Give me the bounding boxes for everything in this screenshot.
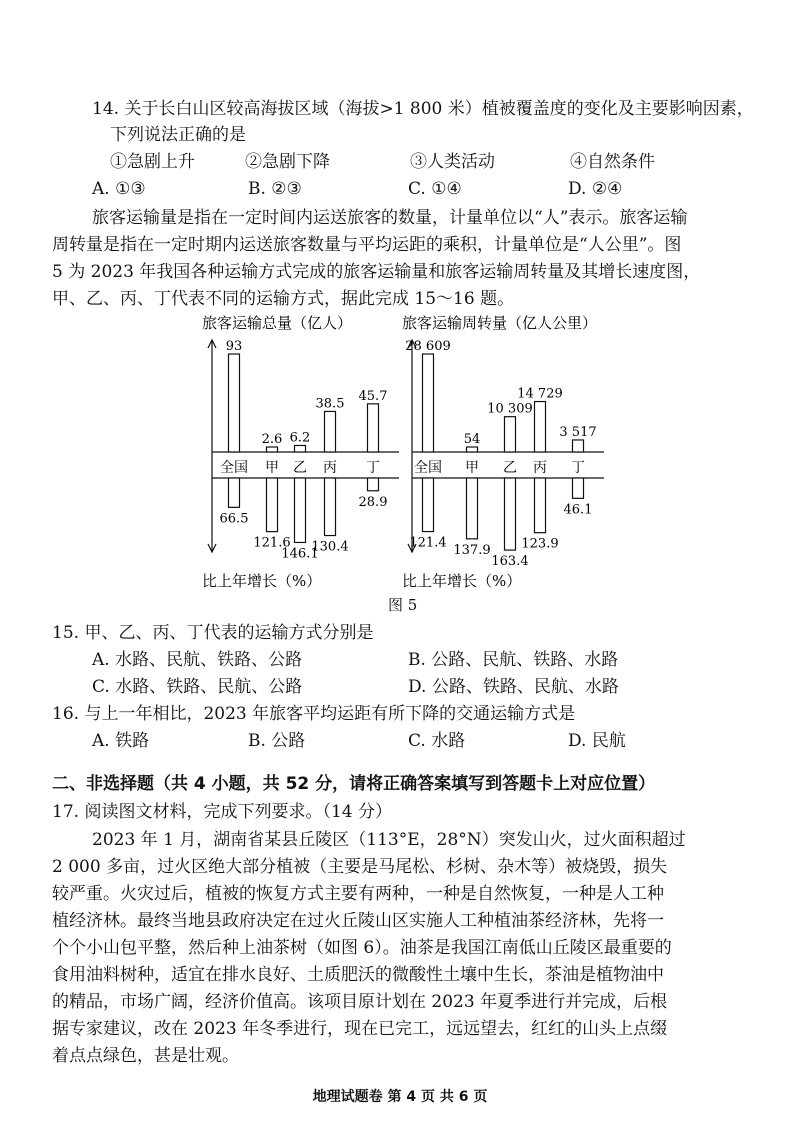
chart-2-category-label: 丙 <box>533 460 547 476</box>
chart-2-volume-label: 3 517 <box>559 424 597 440</box>
q16-option-a: A. 铁路 <box>92 731 150 751</box>
chart-1-growth-bar <box>229 478 240 507</box>
chart-1-volume-bar <box>267 447 278 452</box>
chart-1-volume-label: 2.6 <box>261 432 283 447</box>
q17-para-line-8: 据专家建议，改在 2023 年冬季进行，现在已完工，远远望去，红红的山头上点缀 <box>52 1019 668 1039</box>
q17-para-line-3: 较严重。火灾过后，植被的恢复方式主要有两种，一种是自然恢复，一种是人工种 <box>52 884 664 904</box>
chart-1-category-label: 甲 <box>265 460 279 476</box>
q17-para-line-5: 个个小山包平整，然后种上油茶树（如图 6）。油茶是我国江南低山丘陵区最重要的 <box>52 938 672 958</box>
figure-5-svg <box>190 310 620 610</box>
chart-2-category-label: 丁 <box>571 460 585 476</box>
intro-line-3: 5 为 2023 年我国各种运输方式完成的旅客运输量和旅客运输周转量及其增长速度图， <box>52 262 701 282</box>
chart-2-volume-bar <box>535 402 546 452</box>
q14-item-1: ①急剧上升 <box>110 152 195 172</box>
chart-2-ylabel: 比上年增长（%） <box>402 572 522 590</box>
chart-1-volume-label: 93 <box>225 339 243 354</box>
q16-option-d: D. 民航 <box>568 731 626 751</box>
q14-option-c: C. ①④ <box>408 179 462 199</box>
chart-1-growth-label: 146.1 <box>281 546 319 562</box>
chart-1-growth-label: 130.4 <box>311 539 349 555</box>
q14-stem-line2: 下列说法正确的是 <box>110 125 246 145</box>
chart-2-growth-label: 46.1 <box>563 502 593 518</box>
chart-2-volume-bar <box>505 417 516 452</box>
q15-option-d: D. 公路、铁路、民航、水路 <box>408 677 619 697</box>
chart-1-volume-label: 6.2 <box>289 430 311 446</box>
chart-1-volume-label: 45.7 <box>358 388 388 404</box>
chart-1-growth-bar <box>267 478 278 532</box>
q17-stem: 17. 阅读图文材料，完成下列要求。（14 分） <box>52 802 392 822</box>
q14-option-a: A. ①③ <box>92 179 146 199</box>
intro-line-4: 甲、乙、丙、丁代表不同的运输方式，据此完成 15～16 题。 <box>52 289 515 309</box>
chart-2-volume-label: 14 729 <box>517 386 563 402</box>
chart-2-growth-bar <box>505 478 516 550</box>
q17-para-line-1: 2023 年 1 月，湖南省某县丘陵区（113°E，28°N）突发山火，过火面积超过 <box>92 830 686 850</box>
chart-1-growth-bar <box>295 478 306 542</box>
chart-2-volume-label: 28 609 <box>405 339 451 354</box>
q14-item-3: ③人类活动 <box>410 152 495 172</box>
chart-2-growth-label: 123.9 <box>521 536 559 552</box>
q14-option-b: B. ②③ <box>248 179 302 199</box>
q16-option-c: C. 水路 <box>408 731 466 751</box>
section-2-heading: 二、非选择题（共 4 小题，共 52 分，请将正确答案填写到答题卡上对应位置） <box>52 774 656 794</box>
intro-line-2: 周转量是指在一定时期内运送旅客数量与平均运距的乘积，计量单位是“人公里”。图 <box>52 235 682 255</box>
page-footer: 地理试题卷 第 4 页 共 6 页 <box>312 1089 488 1105</box>
chart-1-growth-bar <box>325 478 336 536</box>
q15-option-a: A. 水路、民航、铁路、公路 <box>92 650 303 670</box>
q17-para-line-7: 的精品，市场广阔，经济价值高。该项目原计划在 2023 年夏季进行并完成，后根 <box>52 992 668 1012</box>
chart-2-growth-label: 137.9 <box>453 542 491 558</box>
figure-5-charts <box>190 310 620 610</box>
q16-option-b: B. 公路 <box>248 731 306 751</box>
chart-2-volume-label: 10 309 <box>487 401 533 417</box>
q15-option-b: B. 公路、民航、铁路、水路 <box>408 650 619 670</box>
q17-para-line-6: 食用油料树种，适宜在排水良好、土质肥沃的微酸性土壤中生长，茶油是植物油中 <box>52 965 664 985</box>
chart-1-category-label: 丁 <box>366 460 380 476</box>
q14-item-4: ④自然条件 <box>570 152 655 172</box>
figure-5-caption: 图 5 <box>388 596 418 614</box>
q17-para-line-9: 着点点绿色，甚是壮观。 <box>52 1046 239 1066</box>
chart-2-category-label: 甲 <box>465 460 479 476</box>
chart-1-volume-bar <box>368 404 379 452</box>
chart-1-volume-bar <box>295 445 306 452</box>
chart-2-growth-label: 121.4 <box>409 535 447 551</box>
q14-stem-line1: 14. 关于长白山区较高海拔区域（海拔>1 800 米）植被覆盖度的变化及主要影响因素， <box>92 99 754 119</box>
chart-2-title: 旅客运输周转量（亿人公里） <box>402 314 598 332</box>
chart-2-growth-bar <box>573 478 584 498</box>
chart-2-volume-label: 54 <box>463 432 481 447</box>
q17-para-line-2: 2 000 多亩，过火区绝大部分植被（主要是马尾松、杉树、杂木等）被烧毁，损失 <box>52 857 668 877</box>
chart-1-growth-label: 121.6 <box>253 535 291 551</box>
chart-1-growth-label: 66.5 <box>219 511 249 527</box>
chart-1-category-label: 乙 <box>293 460 307 476</box>
chart-2-growth-label: 163.4 <box>491 554 529 570</box>
chart-1-title: 旅客运输总量（亿人） <box>202 314 353 332</box>
chart-1-growth-label: 28.9 <box>358 494 388 510</box>
chart-2-category-label: 全国 <box>414 460 442 476</box>
chart-1-volume-label: 38.5 <box>315 396 345 412</box>
intro-line-1: 旅客运输量是指在一定时间内运送旅客的数量，计量单位以“人”表示。旅客运输 <box>92 208 688 228</box>
chart-1-volume-bar <box>325 411 336 452</box>
chart-2-growth-bar <box>423 478 434 532</box>
q14-option-d: D. ②④ <box>568 179 623 199</box>
chart-1-category-label: 全国 <box>220 460 248 476</box>
chart-1-volume-bar <box>229 354 240 452</box>
q15-option-c: C. 水路、铁路、民航、公路 <box>92 677 303 697</box>
chart-2-volume-bar <box>423 354 434 452</box>
q17-para-line-4: 植经济林。最终当地县政府决定在过火丘陵山区实施人工种植油茶经济林，先将一 <box>52 911 664 931</box>
chart-1-growth-bar <box>368 478 379 491</box>
chart-2-growth-bar <box>467 478 478 539</box>
chart-2-volume-bar <box>573 440 584 452</box>
chart-2-category-label: 乙 <box>503 460 517 476</box>
chart-1-ylabel: 比上年增长（%） <box>202 572 322 590</box>
chart-2-growth-bar <box>535 478 546 533</box>
chart-1-category-label: 丙 <box>323 460 337 476</box>
q14-item-2: ②急剧下降 <box>245 152 330 172</box>
chart-2-volume-bar <box>467 447 478 452</box>
q16-stem: 16. 与上一年相比，2023 年旅客平均运距有所下降的交通运输方式是 <box>52 704 576 724</box>
q15-stem: 15. 甲、乙、丙、丁代表的运输方式分别是 <box>52 623 374 643</box>
